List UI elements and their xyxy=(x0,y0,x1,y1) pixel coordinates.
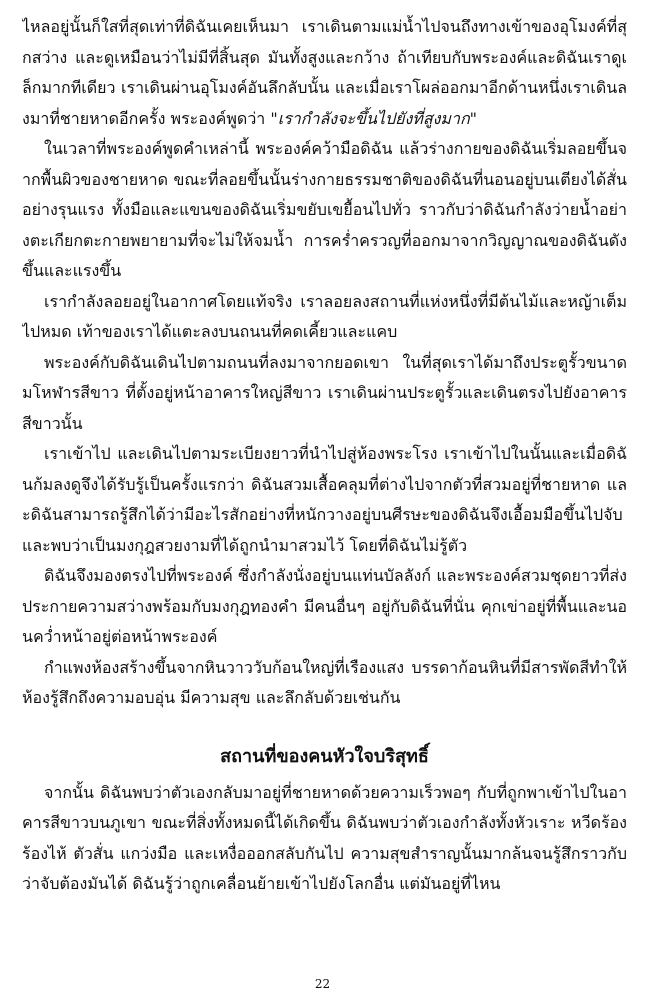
document-page xyxy=(22,12,627,992)
paragraph-3: เรากำลังลอยอยู่ในอากาศโดยแท้จริง เราลอยลงสถานที่แห่งหนึ่งที่มีต้นไม้และหญ้าเต็มไปหมด เท้าของเราได้แตะลงบนถนนที่คดเคี้ยวและแคบ xyxy=(22,291,627,341)
paragraph-1-text: ไหลอยู่นั้นก็ใสที่สุดเท่าที่ดิฉันเคยเห็นมา เราเดินตามแม่น้ำไปจนถึงทางเข้าของอุโมงค์ที่สุกสว่าง และดูเหมือนว่าไม่มีที่สิ้นสุด มันทั้งสูงและกว้าง ถ้าเทียบกับพระองค์และดิฉันเราดูเล็กมากทีเดียว เราเดินผ่านอุโมงค์อันลึกลับนั้น และเมื่อเราโผล่ออกมาอีกด้านหนึ่งเราเดินลงมาที่ชายหาดอีกครั้ง พระองค์พูดว่า xyxy=(22,17,627,128)
paragraph-7: กำแพงห้องสร้างขึ้นจากหินวาววับก้อนใหญ่ที่เรืองแสง บรรดาก้อนหินที่มีสารพัดสีทำให้ห้องรู้สึกถึงความอบอุ่น มีความสุข และลึกลับด้วยเช่นกัน xyxy=(22,657,627,707)
paragraph-6: ดิฉันจึงมองตรงไปที่พระองค์ ซึ่งกำลังนั่งอยู่บนแท่นบัลลังก์ และพระองค์สวมชุดยาวที่ส่งประกายความสว่างพร้อมกับมงกุฎทองคำ มีคนอื่นๆ อยู่กับดิฉันที่นั่น คุกเข่าอยู่ที่พื้นและนอนคว่ำหน้าอยู่ต่อหน้าพระองค์ xyxy=(22,566,627,646)
paragraph-1 xyxy=(22,12,627,134)
section-heading: สถานที่ของคนหัวใจบริสุทธิ์ xyxy=(220,745,429,767)
page-number: 22 xyxy=(314,977,331,991)
paragraph-2: ในเวลาที่พระองค์พูดคำเหล่านี้ พระองค์คว้ามือดิฉัน แล้วร่างกายของดิฉันเริ่มลอยขึ้นจากพื้นผิวของชายหาด ขณะที่ลอยขึ้นนั้นร่างกายธรรมชาติของดิฉันที่นอนอยู่บนเตียงได้สั่นอย่างรุนแรง ทั้งมือและแขนของดิฉันเริ่มขยับเขยื้อนไปทั่ว ราวกับว่าดิฉันกำลังว่ายน้ำอย่างตะเกียกตะกายพยายามที่จะไม่ให้จมน้ำ การคร่ำครวญที่ออกมาจากวิญญาณของดิฉันดังขึ้นและแรงขึ้น xyxy=(22,139,627,280)
paragraph-4: พระองค์กับดิฉันเดินไปตามถนนที่ลงมาจากยอดเขา ในที่สุดเราได้มาถึงประตูรั้วขนาดมโหฬารสีขาว ที่ตั้งอยู่หน้าอาคารใหญ่สีขาว เราเดินผ่านประตูรั้วและเดินตรงไปยังอาคารสีขาวนั้น xyxy=(22,352,627,433)
paragraph-8: จากนั้น ดิฉันพบว่าตัวเองกลับมาอยู่ที่ชายหาดด้วยความเร็วพอๆ กับที่ถูกพาเข้าไปในอาคารสีขาวบนภูเขา ขณะที่สิ่งทั้งหมดนี้ได้เกิดขึ้น ดิฉันพบว่าตัวเองกำลังทั้งหัวเราะ หวีดร้อง ร้องไห้ ตัวสั่น แกว่งมือ และเหงื่อออกสลับกันไป ความสุขสำราญนั้นมากล้นจนรู้สึกราวกับว่าจับต้องมันได้ ดิฉันรู้ว่าถูกเคลื่อนย้ายเข้าไปยังโลกอื่น แต่มันอยู่ที่ไหน xyxy=(22,782,627,893)
paragraph-1-quote: "เรากำลังจะขึ้นไปยังที่สูงมาก" xyxy=(270,108,478,128)
paragraph-5: เราเข้าไป และเดินไปตามระเบียงยาวที่นำไปสู่ห้องพระโรง เราเข้าไปในนั้นและเมื่อดิฉันก้มลงดูจึงได้รับรู้เป็นครั้งแรกว่า ดิฉันสวมเสื้อคลุมที่ต่างไปจากตัวที่สวมอยู่ที่ชายหาด และดิฉันสามารถรู้สึกได้ว่ามีอะไรสักอย่างที่หนักวางอยู่บนศีรษะของดิฉันจึงเอื้อมมือขึ้นไปจับและพบว่าเป็นมงกุฎสวยงามที่ได้ถูกนำมาสวมไว้ โดยที่ดิฉันไม่รู้ตัว xyxy=(22,444,627,555)
